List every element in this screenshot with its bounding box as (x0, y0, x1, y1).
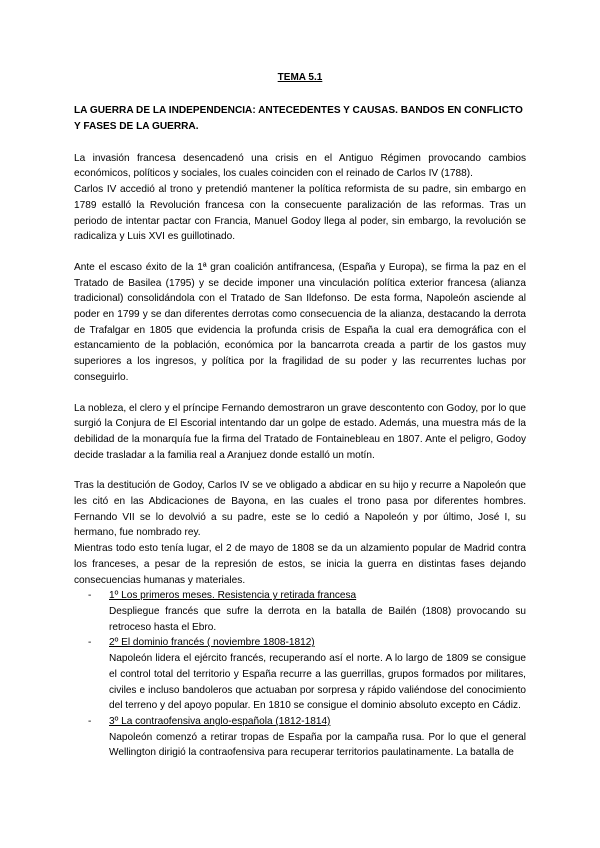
list-item (74, 714, 526, 761)
war-phases-list (74, 588, 526, 761)
paragraph-gap (74, 463, 526, 478)
paragraph-gap (74, 386, 526, 401)
paragraph-uprising: Mientras todo esto tenía lugar, el 2 de mayo de 1808 se da un alzamiento popular de Madrid contra los franceses, a pesar de la represión de estos, se inicia la guerra en distintas fases dejando consecuencias humanas y materiales. (74, 543, 526, 586)
list-item (74, 588, 526, 635)
list-dash: - (88, 715, 92, 727)
phase-title: 1º Los primeros meses. Resistencia y retirada francesa (109, 590, 357, 602)
paragraph-godoy-dismissal: Tras la destitución de Godoy, Carlos IV se ve obligado a abdicar en su hijo y recurre a Napoleón que les citó en las Abdicaciones de Bayona, en las cuales el trono pasa por diferentes hombres. Fernando VII se lo devolvió a su padre, este se lo cedió a Napoleón y por último, José I, su hermano, fue nombrado rey. (74, 480, 526, 539)
topic-heading: TEMA 5.1 (277, 72, 323, 83)
document-title: LA GUERRA DE LA INDEPENDENCIA: ANTECEDENTES Y CAUSAS. BANDOS EN CONFLICTO Y FASES DE LA GUERRA. (74, 104, 523, 132)
paragraph-invasion: La invasión francesa desencadenó una crisis en el Antiguo Régimen provocando cambios económicos, políticos y sociales, los cuales coinciden con el reinado de Carlos IV (1788). (74, 152, 526, 180)
list-dash: - (88, 590, 92, 602)
list-item (74, 635, 526, 714)
paragraph-nobility: La nobleza, el clero y el príncipe Fernando demostraron un grave descontento con Godoy, por lo que surgió la Conjura de El Escorial intentando dar un golpe de estado. Además, una muestra más de la debilidad de la monarquía fue la firma del Tratado de Fontainebleau en 1807. Ante el peligro, Godoy decide trasladar a la familia real a Aranjuez donde estalló un motín. (74, 402, 526, 461)
list-dash: - (88, 637, 92, 649)
phase-text: Napoleón lidera el ejército francés, recuperando así el norte. A lo largo de 1809 se consigue el control total del territorio y España recurre a las guerrillas, grupos formados por militares, civiles e incluso bandoleros que actuaban por sorpresa y rápido valiéndose del conocimiento del terreno y del apoyo popular. En 1810 se consigue el dominio absoluto excepto en Cádiz. (109, 653, 526, 712)
paragraph-gap (74, 245, 526, 260)
phase-text: Despliegue francés que sufre la derrota en la batalla de Bailén (1808) provocando su retroceso hasta el Ebro. (109, 605, 526, 633)
phase-title: 2º El dominio francés ( noviembre 1808-1812) (109, 637, 315, 649)
paragraph-carlos-iv: Carlos IV accedió al trono y pretendió mantener la política reformista de su padre, sin embargo en 1789 estalló la Revolución francesa con la consecuente paralización de las reformas. Tras un periodo de intentar pactar con Francia, Manuel Godoy llega al poder, sin embargo, la revolución se radicaliza y Luis XVI es guillotinado. (74, 184, 526, 243)
phase-title: 3º La contraofensiva anglo-española (1812-1814) (109, 715, 331, 727)
phase-text: Napoleón comenzó a retirar tropas de España por la campaña rusa. Por lo que el general Wellington dirigió la contraofensiva para recuperar territorios paulatinamente. La batalla de (109, 731, 526, 759)
paragraph-coalition: Ante el escaso éxito de la 1ª gran coalición antifrancesa, (España y Europa), se firma la paz en el Tratado de Basilea (1795) y se decide imponer una vinculación política exterior francesa (alianza tradicional) consolidándola con el Tratado de San Ildefonso. De esta forma, Napoleón asciende al poder en 1799 y se dan diferentes derrotas como consecuencia de la alianza, destacando la derrota de Trafalgar en 1805 que evidencia la profunda crisis de España la cual era demográfica con el estancamiento de la población, económica por la bancarrota creada a partir de los gastos muy superiores a los ingresos, y política por la fragilidad de su poder y las recurrentes luchas por conseguirlo. (74, 261, 526, 383)
